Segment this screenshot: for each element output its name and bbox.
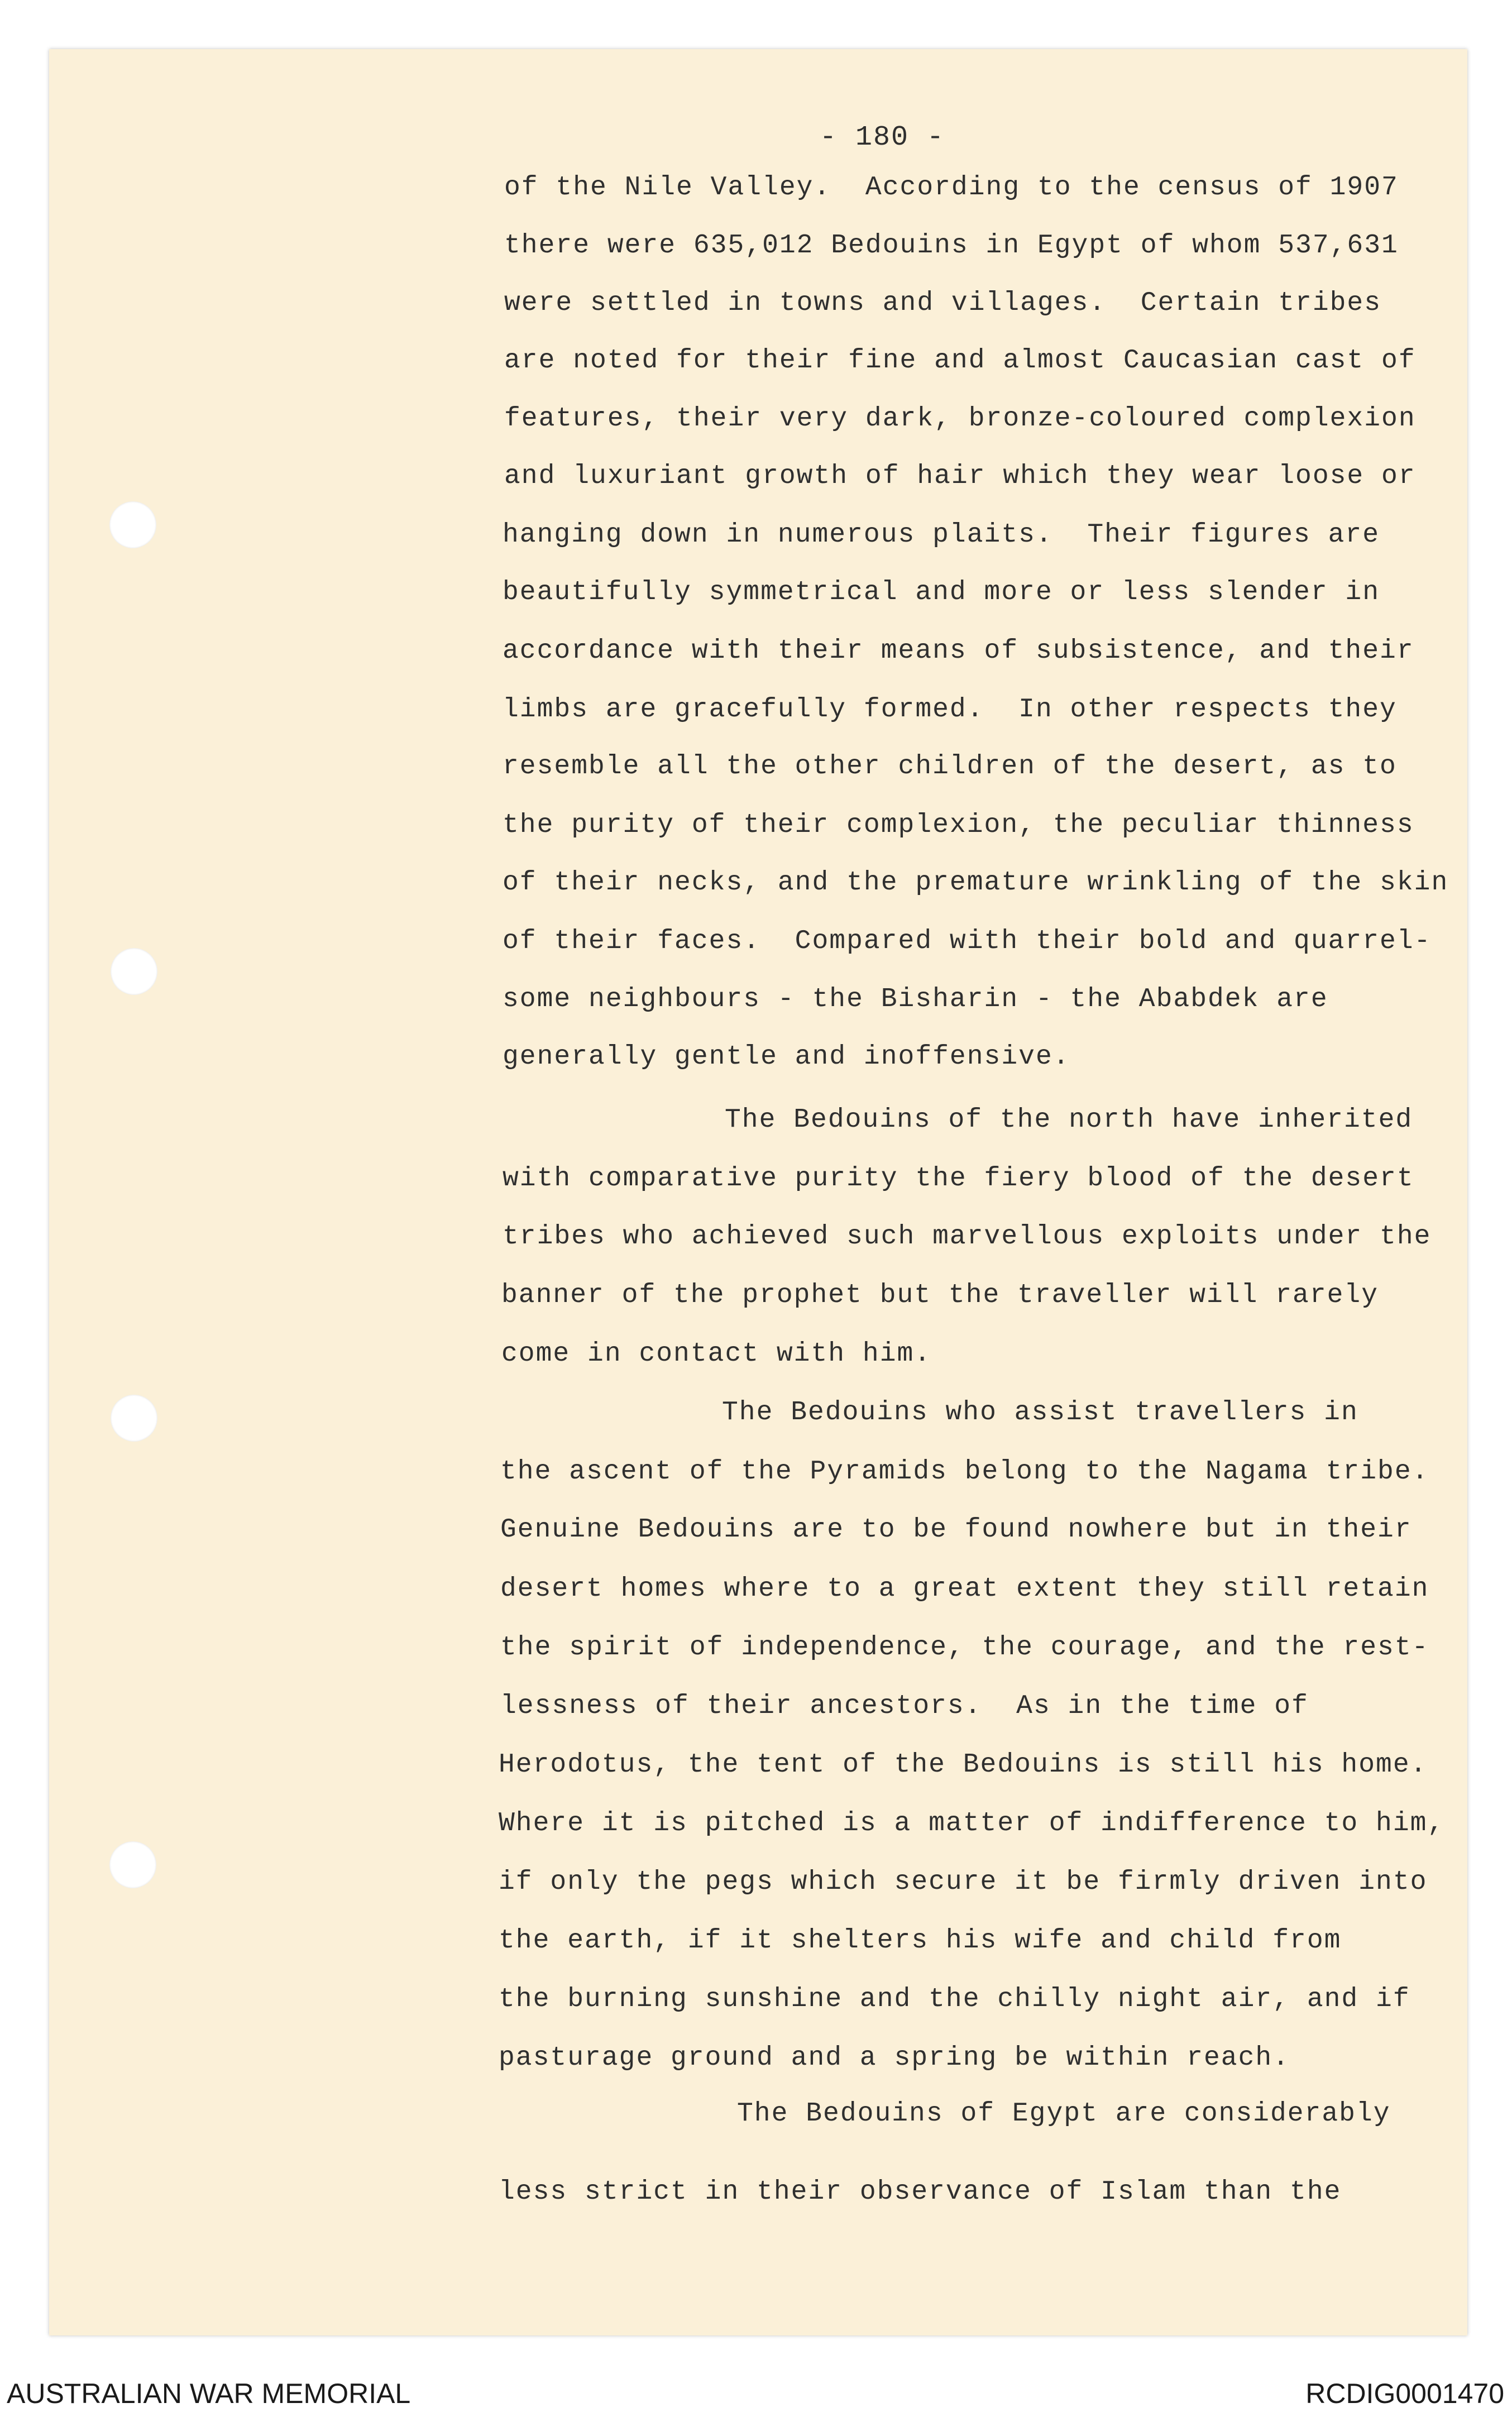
text-line: Herodotus, the tent of the Bedouins is still his home. bbox=[499, 1750, 1428, 1780]
text-line: beautifully symmetrical and more or less slender in bbox=[503, 577, 1380, 607]
text-line: resemble all the other children of the desert, as to bbox=[503, 752, 1397, 782]
text-line: with comparative purity the fiery blood of the desert bbox=[503, 1164, 1414, 1194]
text-line: desert homes where to a great extent they still retain bbox=[500, 1574, 1429, 1604]
text-line: tribes who achieved such marvellous exploits under the bbox=[503, 1222, 1432, 1252]
text-line: generally gentle and inoffensive. bbox=[503, 1042, 1070, 1072]
text-line: the burning sunshine and the chilly night air, and if bbox=[499, 1984, 1410, 2014]
text-line: there were 635,012 Bedouins in Egypt of whom 537,631 bbox=[504, 231, 1399, 261]
text-line: accordance with their means of subsistence, and their bbox=[503, 636, 1414, 666]
text-line: The Bedouins of the north have inherited bbox=[725, 1105, 1413, 1135]
text-line: come in contact with him. bbox=[501, 1339, 932, 1369]
footer-institution: AUSTRALIAN WAR MEMORIAL bbox=[7, 2378, 411, 2409]
document-page bbox=[49, 49, 1467, 2335]
text-line: and luxuriant growth of hair which they wear loose or bbox=[504, 461, 1416, 491]
text-line: the purity of their complexion, the peculiar thinness bbox=[503, 810, 1414, 840]
text-line: of the Nile Valley. According to the census of 1907 bbox=[504, 173, 1399, 203]
text-line: features, their very dark, bronze-coloured complexion bbox=[504, 404, 1416, 434]
text-line: the spirit of independence, the courage, and the rest- bbox=[500, 1633, 1429, 1663]
text-line: less strict in their observance of Islam than the bbox=[499, 2177, 1342, 2207]
footer-record-id: RCDIG0001470 bbox=[1305, 2378, 1504, 2409]
page-number: - 180 - bbox=[820, 122, 945, 154]
text-line: of their necks, and the premature wrinkling of the skin bbox=[503, 868, 1449, 898]
text-line: limbs are gracefully formed. In other respects they bbox=[503, 695, 1397, 725]
text-line: lessness of their ancestors. As in the time of bbox=[500, 1691, 1309, 1721]
body-text bbox=[49, 49, 1467, 2335]
text-line: the earth, if it shelters his wife and child from bbox=[499, 1926, 1342, 1956]
text-line: Where it is pitched is a matter of indifference to him, bbox=[499, 1808, 1445, 1839]
text-line: are noted for their fine and almost Caucasian cast of bbox=[504, 346, 1416, 376]
text-line: banner of the prophet but the traveller will rarely bbox=[501, 1280, 1379, 1310]
text-line: hanging down in numerous plaits. Their figures are bbox=[503, 520, 1380, 550]
text-line: The Bedouins of Egypt are considerably bbox=[737, 2099, 1391, 2129]
text-line: the ascent of the Pyramids belong to the Nagama tribe. bbox=[500, 1457, 1429, 1487]
text-line: Genuine Bedouins are to be found nowhere but in their bbox=[500, 1515, 1412, 1545]
text-line: some neighbours - the Bisharin - the Ababdek are bbox=[503, 984, 1328, 1014]
text-line: were settled in towns and villages. Certain tribes bbox=[504, 288, 1382, 318]
text-line: if only the pegs which secure it be firmly driven into bbox=[499, 1867, 1428, 1897]
text-line: The Bedouins who assist travellers in bbox=[722, 1397, 1358, 1428]
text-line: of their faces. Compared with their bold and quarrel- bbox=[503, 926, 1432, 956]
text-line: pasturage ground and a spring be within reach. bbox=[499, 2043, 1290, 2073]
